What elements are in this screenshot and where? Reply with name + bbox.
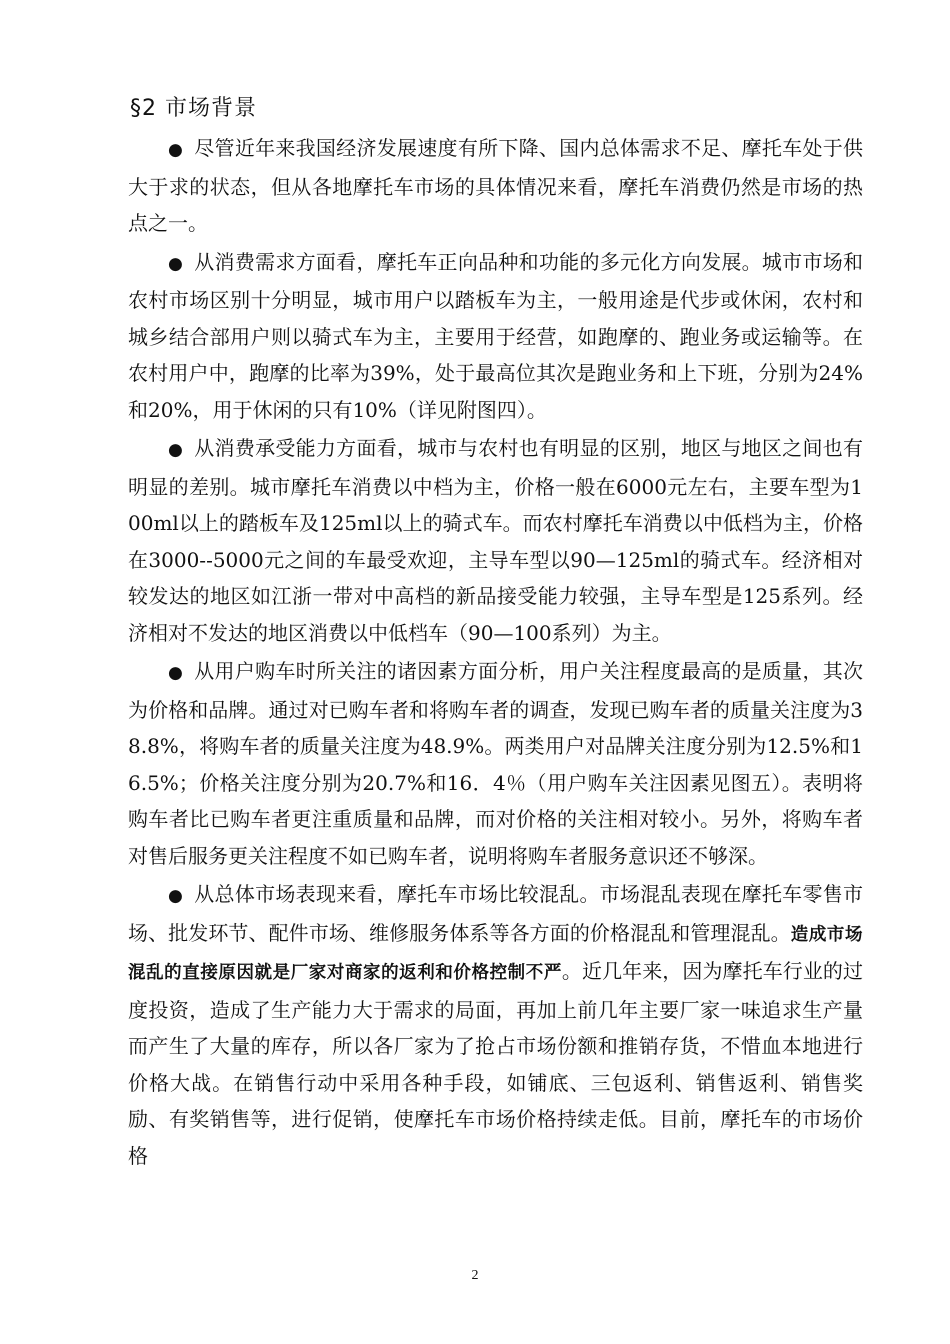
body-text [128,130,863,1176]
paragraph-text: 从用户购车时所关注的诸因素方面分析，用户关注程度最高的是质量，其次为价格和品牌。通过对已购车者和将购车者的调查，发现已购车者的质量关注度为38.8%，将购车者的质量关注度为48.9%。两类用户对品牌关注度分别为12.5%和16.5%；价格关注度分别为20.7%和16．4％（用户购车关注因素见图五）。表明将购车者比已购车者更注重质量和品牌，而对价格的关注相对较小。另外，将购车者对售后服务更关注程度不如已购车者，说明将购车者服务意识还不够深。 [128,659,863,868]
paragraph-5 [128,876,863,1174]
bullet-icon: ● [168,140,183,160]
paragraph-2 [128,244,863,429]
emphasized-sentence: 造成市场混乱的直接原因就是厂家对商家的返利和价格控制不严 [128,924,863,983]
section-title: §2 市场背景 [130,96,257,121]
paragraph-text: 尽管近年来我国经济发展速度有所下降、国内总体需求不足、摩托车处于供大于求的状态，但从各地摩托车市场的具体情况来看，摩托车消费仍然是市场的热点之一。 [128,136,863,235]
bullet-icon: ● [168,440,183,460]
paragraph-text: 从总体市场表现来看，摩托车市场比较混乱。市场混乱表现在摩托车零售市场、批发环节、配件市场、维修服务体系等各方面的价格混乱和管理混乱。 [128,882,863,945]
bullet-icon: ● [168,663,183,683]
paragraph-text: 从消费需求方面看，摩托车正向品种和功能的多元化方向发展。城市市场和农村市场区别十分明显，城市用户以踏板车为主，一般用途是代步或休闲，农村和城乡结合部用户则以骑式车为主，主要用于经营，如跑摩的、跑业务或运输等。在农村用户中，跑摩的比率为39%，处于最高位其次是跑业务和上下班，分别为24%和20%，用于休闲的只有10%（详见附图四）。 [128,249,863,422]
paragraph-4 [128,653,863,874]
bullet-icon: ● [168,886,183,906]
paragraph-1 [128,130,863,242]
page-number: 2 [471,1268,479,1283]
paragraph-text-continued: 。近几年来，因为摩托车行业的过度投资，造成了生产能力大于需求的局面，再加上前几年主要厂家一味追求生产量而产生了大量的库存，所以各厂家为了抢占市场份额和推销存货，不惜血本地进行价格大战。在销售行动中采用各种手段，如铺底、三包返利、销售返利、销售奖励、有奖销售等，进行促销，使摩托车市场价格持续走低。目前，摩托车的市场价格 [128,959,864,1168]
paragraph-3 [128,430,863,651]
paragraph-text: 从消费承受能力方面看，城市与农村也有明显的区别，地区与地区之间也有明显的差别。城市摩托车消费以中档为主，价格一般在6000元左右，主要车型为100ml以上的踏板车及125ml以上的骑式车。而农村摩托车消费以中低档为主，价格在3000--5000元之间的车最受欢迎，主导车型以90—125ml的骑式车。经济相对较发达的地区如江浙一带对中高档的新品接受能力较强，主导车型是125系列。经济相对不发达的地区消费以中低档车（90—100系列）为主。 [128,436,863,645]
bullet-icon: ● [168,253,183,274]
